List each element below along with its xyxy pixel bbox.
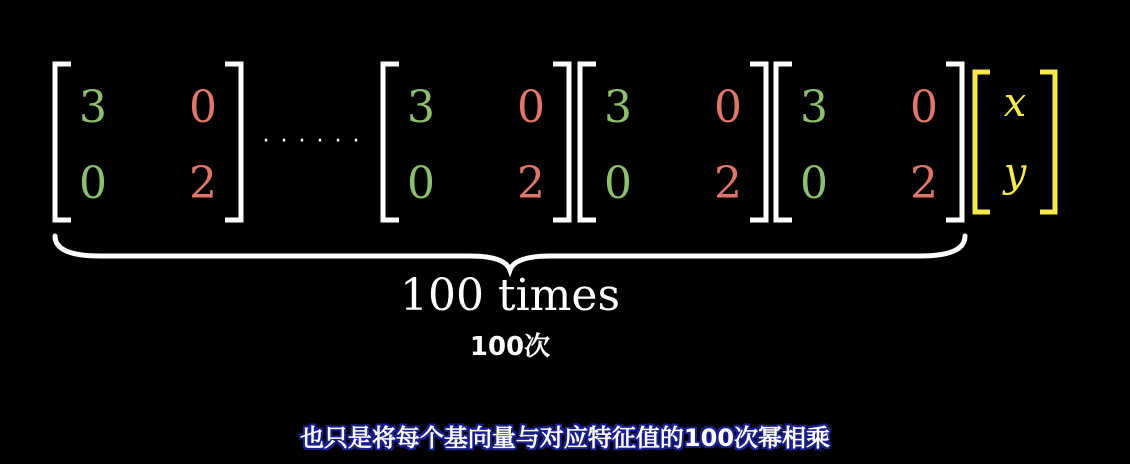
matrix-2-entry-a11: 3 <box>407 82 435 133</box>
matrix-4-entry-a12: 0 <box>910 82 938 133</box>
matrix-3-entry-a21: 0 <box>604 158 632 209</box>
matrix-4-entry-a11: 3 <box>800 82 828 133</box>
matrix-1-entry-a21: 0 <box>79 158 107 209</box>
matrix-2-right-bracket <box>553 64 569 220</box>
vector-left-bracket <box>975 72 990 212</box>
matrix-2-left-bracket <box>383 64 399 220</box>
matrix-1-entry-a22: 2 <box>189 158 217 209</box>
subtitle: 也只是将每个基向量与对应特征值的100次幂相乘 <box>299 424 831 452</box>
brace-label: 100 times <box>399 270 621 321</box>
vector-xy <box>975 72 1055 212</box>
vector-entry-y: y <box>1003 150 1027 196</box>
matrix-4-right-bracket <box>946 64 962 220</box>
vector-entry-x: x <box>1003 80 1027 126</box>
ellipsis-dots: · · · · · · <box>262 129 362 154</box>
matrix-3-right-bracket <box>750 64 766 220</box>
matrix-4-entry-a22: 2 <box>910 158 938 209</box>
matrix-2-entry-a12: 0 <box>517 82 545 133</box>
matrix-1-entry-a12: 0 <box>189 82 217 133</box>
matrix-3-entry-a11: 3 <box>604 82 632 133</box>
matrix-2-entry-a22: 2 <box>517 158 545 209</box>
underbrace <box>55 236 965 270</box>
matrix-2-entry-a21: 0 <box>407 158 435 209</box>
matrices-group <box>55 64 962 220</box>
matrix-4-entry-a21: 0 <box>800 158 828 209</box>
matrix-3-left-bracket <box>580 64 596 220</box>
vector-right-bracket <box>1040 72 1055 212</box>
matrix-1-left-bracket <box>55 64 71 220</box>
matrix-1-right-bracket <box>225 64 241 220</box>
matrix-4-left-bracket <box>776 64 792 220</box>
matrix-1-entry-a11: 3 <box>79 82 107 133</box>
matrix-3-entry-a12: 0 <box>714 82 742 133</box>
brace-label-chinese: 100次 <box>469 332 551 362</box>
matrix-3-entry-a22: 2 <box>714 158 742 209</box>
